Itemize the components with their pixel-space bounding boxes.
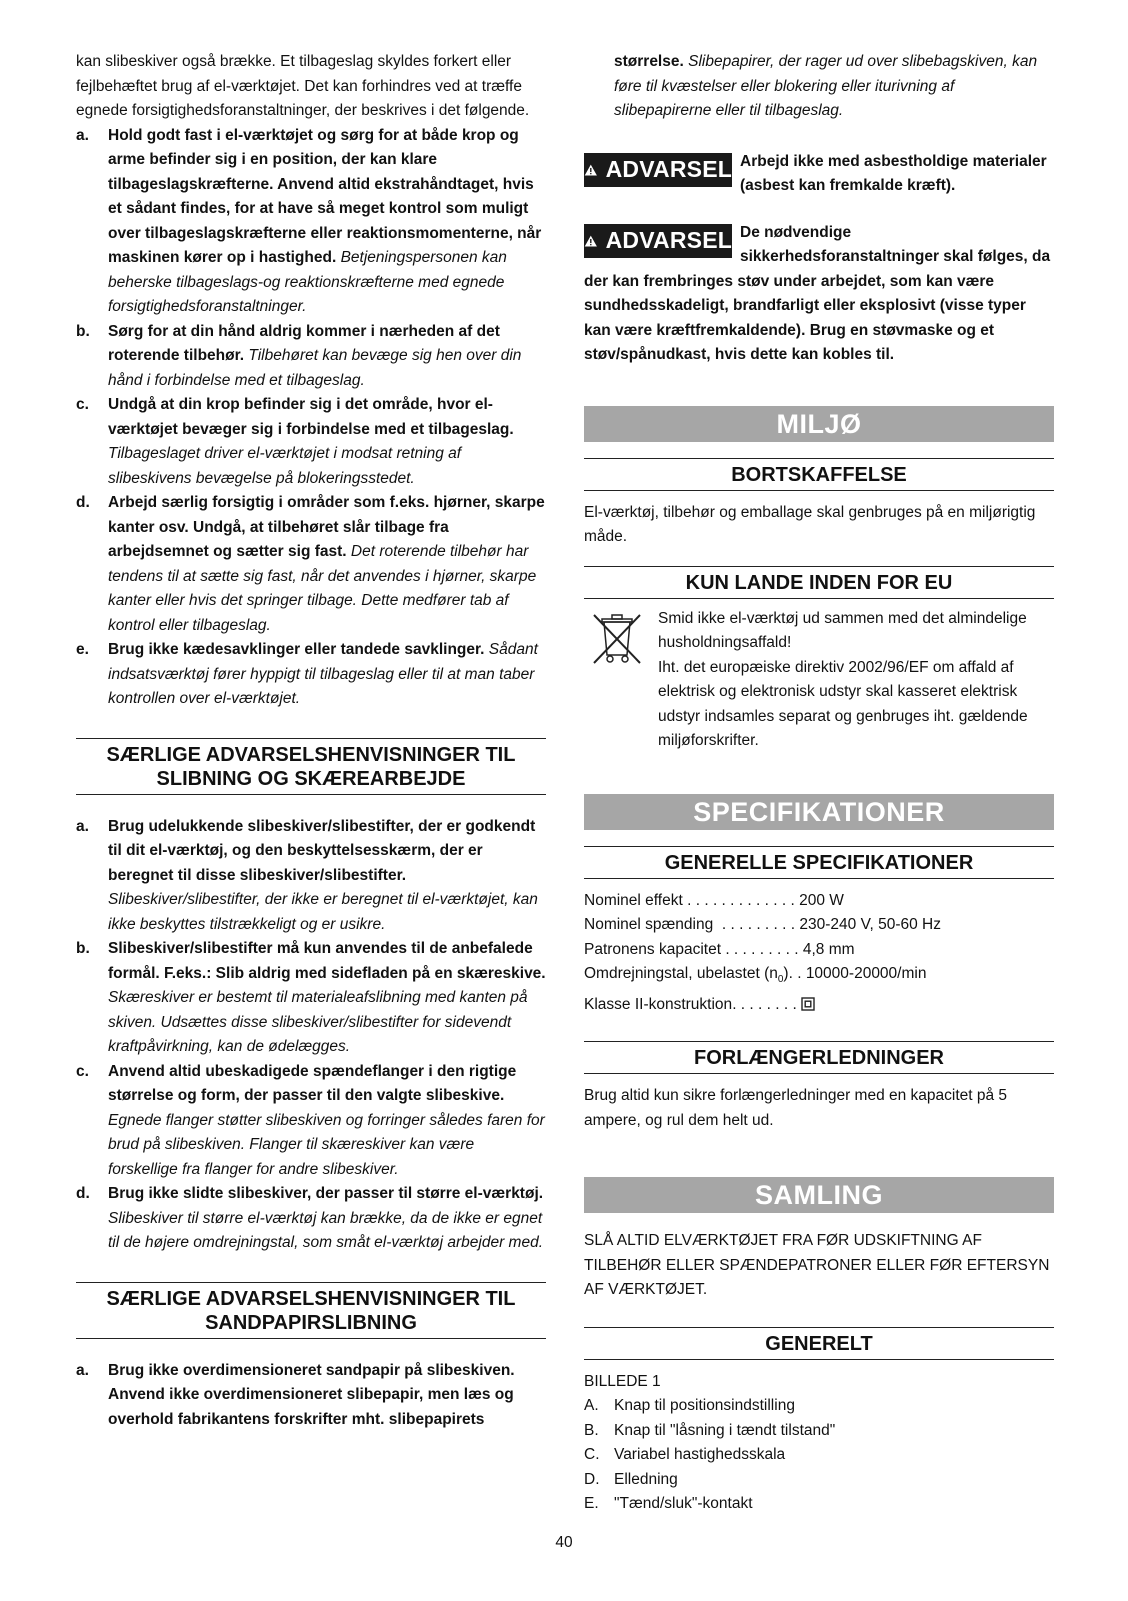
list-item: c. Undgå at din krop befinder sig i det område, hvor el-værktøjet bevæger sig i forbindelse med et tilbageslag. Tilbageslaget driver el-værktøjet i modsat retning af slibeskivens bevægelse på blokeringsstedet. — [76, 396, 514, 487]
class-ii-icon — [801, 997, 815, 1011]
warning-triangle-icon — [584, 161, 598, 179]
kickback-intro: kan slibeskiver også brække. Et tilbageslag skyldes forkert eller fejlbehæftet brug af el-værktøjet. Det kan forhindres ved at træffe egnede forsigtighedsforanstaltninger, der beskrives i det følgende. — [76, 53, 530, 119]
kickback-list — [76, 124, 546, 712]
sanding-continuation: størrelse. Slibepapirer, der rager ud over slibebagskiven, kan føre til kvæstelser eller blokering eller iturivning af slibepapirerne eller til tilbageslag. — [614, 53, 1038, 119]
spec-row: Omdrejningstal, ubelastet $(n_0)$. . 10000-20000/min — [584, 965, 927, 986]
spec-row: Nominel spænding . . . . . . . . . 230-240 V, 50-60 Hz — [584, 916, 942, 933]
list-item: B. Knap til "låsning i tændt tilstand" — [584, 1421, 836, 1439]
specifications-banner: SPECIFIKATIONER — [584, 794, 1054, 830]
assembly-text: SLÅ ALTID ELVÆRKTØJET FRA FØR UDSKIFTNING AF TILBEHØR ELLER SPÆNDEPATRONER ELLER FØR EFTERSYN AF VÆRKTØJET. — [584, 1232, 1050, 1299]
spec-row: Nominel effekt . . . . . . . . . . . . . 200 W — [584, 891, 844, 909]
warning-badge: ADVARSEL — [584, 224, 732, 258]
crossed-bin-icon — [588, 609, 648, 669]
list-item: a. Brug udelukkende slibeskiver/slibestifter, der er godkendt til dit el-værktøj, og den beskyttelsesskærm, der er beregnet til disse slibeskiver/slibestifter. Slibeskiver/slibestifter, der ikke er beregnet til el-værktøjet, kan ikke beskyttes tilstrækkeligt og er usikre. — [76, 817, 538, 933]
spec-row: Patronens kapacitet . . . . . . . . . 4,8 mm — [584, 940, 855, 958]
eu-heading: KUN LANDE INDEN FOR EU — [584, 566, 1054, 599]
list-item: d. Arbejd særlig forsigtig i områder som f.eks. hjørner, skarpe kanter osv. Undgå, at tilbehøret slår tilbage fra arbejdsemnet og sætter sig fast. Det roterende tilbehør har tendens til at sætte sig fast, når det anvendes i hjørner, skarpe kanter eller hvis det springer tilbage. Dette medfører tab af kontrol eller tilbageslag. — [76, 494, 545, 634]
warning-dust — [584, 221, 1054, 368]
list-item: c. Anvend altid ubeskadigede spændeflanger i den rigtige størrelse og form, der passer til den valgte slibeskive. Egnede flanger støtter slibeskiven og forringer således faren for brud på slibeskiven. Flanger til skæreskiver kan være forskellige fra flanger for andre slibeskiver. — [76, 1062, 545, 1178]
parts-list — [584, 1394, 1054, 1517]
extension-cords-text: Brug altid kun sikre forlængerledninger med en kapacitet på 5 ampere, og rul dem helt ud. — [584, 1087, 1008, 1129]
grinding-list — [76, 815, 546, 1256]
list-item: a. Hold godt fast i el-værktøjet og sørg for at både krop og arme befinder sig i en position, der kan klare tilbageslagskræfterne. Anvend altid ekstrahåndtaget, hvis et sådant findes, for at have så meget kontrol som muligt over tilbageslagskræfterne eller reaktionsmomenterne, når maskinen kører op i hastighed. Betjeningspersonen kan beherske tilbageslags-og reaktionskræfterne med egnede forsigtighedsforanstaltninger. — [76, 126, 542, 315]
disposal-heading: BORTSKAFFELSE — [584, 458, 1054, 491]
general-heading: GENERELT — [584, 1327, 1054, 1360]
list-item: E. "Tænd/sluk"-kontakt — [584, 1495, 753, 1513]
warning-triangle-icon — [584, 232, 598, 250]
spec-row: Klasse II-konstruktion. . . . . . . . — [584, 993, 1054, 1018]
list-item: b. Slibeskiver/slibestifter må kun anvendes til de anbefalede formål. F.eks.: Slib aldrig med sidefladen på en skæreskive. Skæreskiver er bestemt til materialeafslibning med kanten på skiven. Udsættes disse slibeskiver/slibestifter for sidevendt kraftpåvirkning, kan de ødelægges. — [76, 940, 546, 1055]
warning-text: Arbejd ikke med asbestholdige materialer (asbest kan fremkalde kræft). — [740, 152, 1047, 194]
extension-cords-heading: FORLÆNGERLEDNINGER — [584, 1041, 1054, 1074]
list-item: A. Knap til positionsindstilling — [584, 1397, 795, 1415]
warning-text: De nødvendige sikkerhedsforanstaltninger skal følges, da der kan frembringes støv under arbejdet, som kan være sundhedsskadeligt, brandfarligt eller eksplosivt (visse typer kan være kræftfremkaldende). Brug en støvmaske og et støv/spånudkast, hvis dette kan kobles til. — [584, 223, 1051, 363]
sanding-heading: SÆRLIGE ADVARSELSHENVISNINGER TIL SANDPAPIRSLIBNING — [76, 1282, 546, 1339]
disposal-text: El-værktøj, tilbehør og emballage skal genbruges på en miljørigtig måde. — [584, 503, 1036, 545]
sanding-list — [76, 1359, 546, 1433]
list-item: e. Brug ikke kædesavklinger eller tandede savklinger. Sådant indsatsværktøj fører hyppigt til tilbageslag eller til at man taber kontrollen over el-værktøjet. — [76, 641, 538, 707]
list-item: C. Variabel hastighedsskala — [584, 1446, 786, 1464]
list-item: D. Elledning — [584, 1470, 678, 1488]
warning-asbestos — [584, 150, 1054, 199]
specs-list — [584, 889, 1054, 1018]
general-specs-heading: GENERELLE SPECIFIKATIONER — [584, 846, 1054, 879]
eu-text-2: Iht. det europæiske direktiv 2002/96/EF om affald af elektrisk og elektronisk udstyr skal kasseret elektrisk udstyr indsamles separat og genbruges iht. gældende miljøforskrifter. — [658, 658, 1028, 749]
eu-section — [584, 607, 1054, 754]
left-column — [76, 50, 546, 1432]
list-item: d. Brug ikke slidte slibeskiver, der passer til større el-værktøj. Slibeskiver til større el-værktøj kan brække, da de ikke er egnet til de højere omdrejningstal, som småt el-værktøj arbejder med. — [76, 1185, 544, 1251]
warning-badge: ADVARSEL — [584, 153, 732, 187]
right-column — [584, 50, 1054, 1517]
list-item: a. Brug ikke overdimensioneret sandpapir på slibeskiven. Anvend ikke overdimensioneret slibepapir, men læs og overhold fabrikantens forskrifter mht. slibepapirets — [76, 1361, 515, 1428]
assembly-banner: SAMLING — [584, 1177, 1054, 1213]
page-number: 40 — [555, 1534, 573, 1551]
eu-text-1: Smid ikke el-værktøj ud sammen med det almindelige husholdningsaffald! — [658, 609, 1027, 651]
environment-banner: MILJØ — [584, 406, 1054, 442]
list-item: b. Sørg for at din hånd aldrig kommer i nærheden af det roterende tilbehør. Tilbehøret kan bevæge sig hen over din hånd i forbindelse med et tilbageslag. — [76, 322, 522, 389]
grinding-heading: SÆRLIGE ADVARSELSHENVISNINGER TIL SLIBNING OG SKÆREARBEJDE — [76, 738, 546, 795]
figure-label: BILLEDE 1 — [584, 1372, 661, 1390]
